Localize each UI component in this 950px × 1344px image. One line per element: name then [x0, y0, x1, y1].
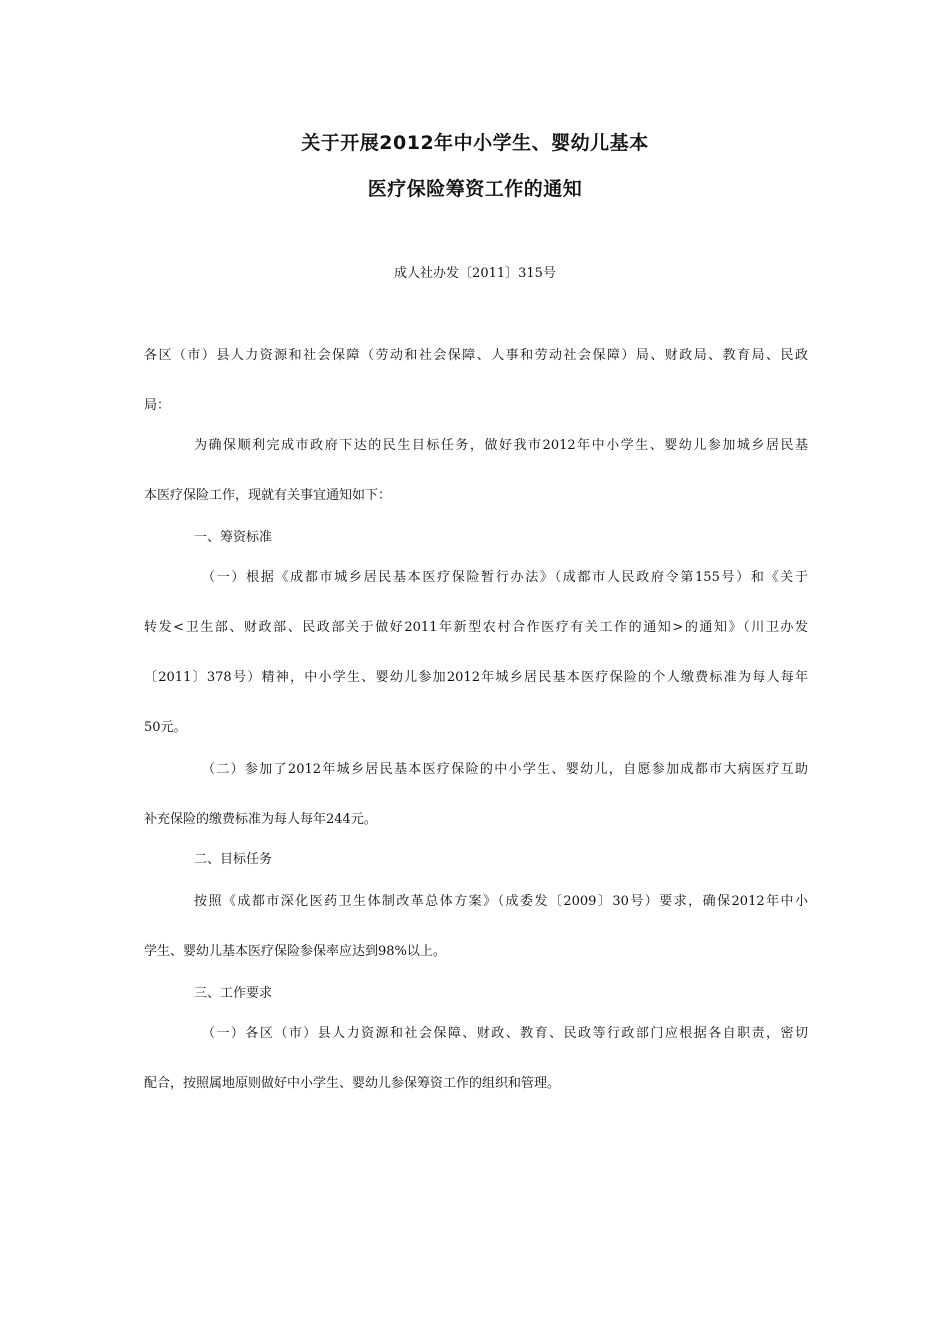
body-line-intro: 为确保顺利完成市政府下达的民生目标任务，做好我市2012年中小学生、婴幼儿参加城乡居民基 — [194, 438, 808, 453]
body-line-3-2: 学生、婴幼儿基本医疗保险参保率应达到98%以上。 — [144, 944, 446, 959]
body-line-addressee: 各区（市）县人力资源和社会保障（劳动和社会保障、人事和劳动社会保障）局、财政局、教育局、民政 — [144, 348, 808, 363]
document-title-line-1: 关于开展2012年中小学生、婴幼儿基本 — [301, 132, 649, 154]
body-line-2-2: 补充保险的缴费标准为每人每年244元。 — [144, 812, 377, 827]
document-number: 成人社办发〔2011〕315号 — [394, 266, 556, 281]
body-line-1-2: 转发<卫生部、财政部、民政部关于做好2011年新型农村合作医疗有关工作的通知>的通知》（川卫办发 — [144, 620, 808, 635]
body-line-1-4: 50元。 — [144, 720, 187, 735]
body-line-1-3: 〔2011〕378号）精神，中小学生、婴幼儿参加2012年城乡居民基本医疗保险的个人缴费标准为每人每年 — [144, 670, 808, 685]
body-line-1-1: （一）根据《成都市城乡居民基本医疗保险暂行办法》（成都市人民政府令第155号）和《关于 — [202, 570, 808, 585]
body-line-4-1: （一）各区（市）县人力资源和社会保障、财政、教育、民政等行政部门应根据各自职责，密切 — [202, 1026, 808, 1041]
document-title-line-2: 医疗保险筹资工作的通知 — [367, 178, 583, 200]
section-heading-1: 一、筹资标准 — [194, 530, 273, 545]
body-line-3-1: 按照《成都市深化医药卫生体制改革总体方案》（成委发〔2009〕30号）要求，确保2012年中小 — [194, 894, 808, 909]
body-line-4-2: 配合，按照属地原则做好中小学生、婴幼儿参保筹资工作的组织和管理。 — [144, 1076, 561, 1091]
section-heading-3: 三、工作要求 — [194, 986, 273, 1001]
body-line-2-1: （二）参加了2012年城乡居民基本医疗保险的中小学生、婴幼儿，自愿参加成都市大病医疗互助 — [202, 762, 808, 777]
body-line-addressee-end: 局： — [144, 398, 171, 413]
body-line-intro-end: 本医疗保险工作，现就有关事宜通知如下： — [144, 488, 392, 503]
section-heading-2: 二、目标任务 — [194, 852, 273, 867]
